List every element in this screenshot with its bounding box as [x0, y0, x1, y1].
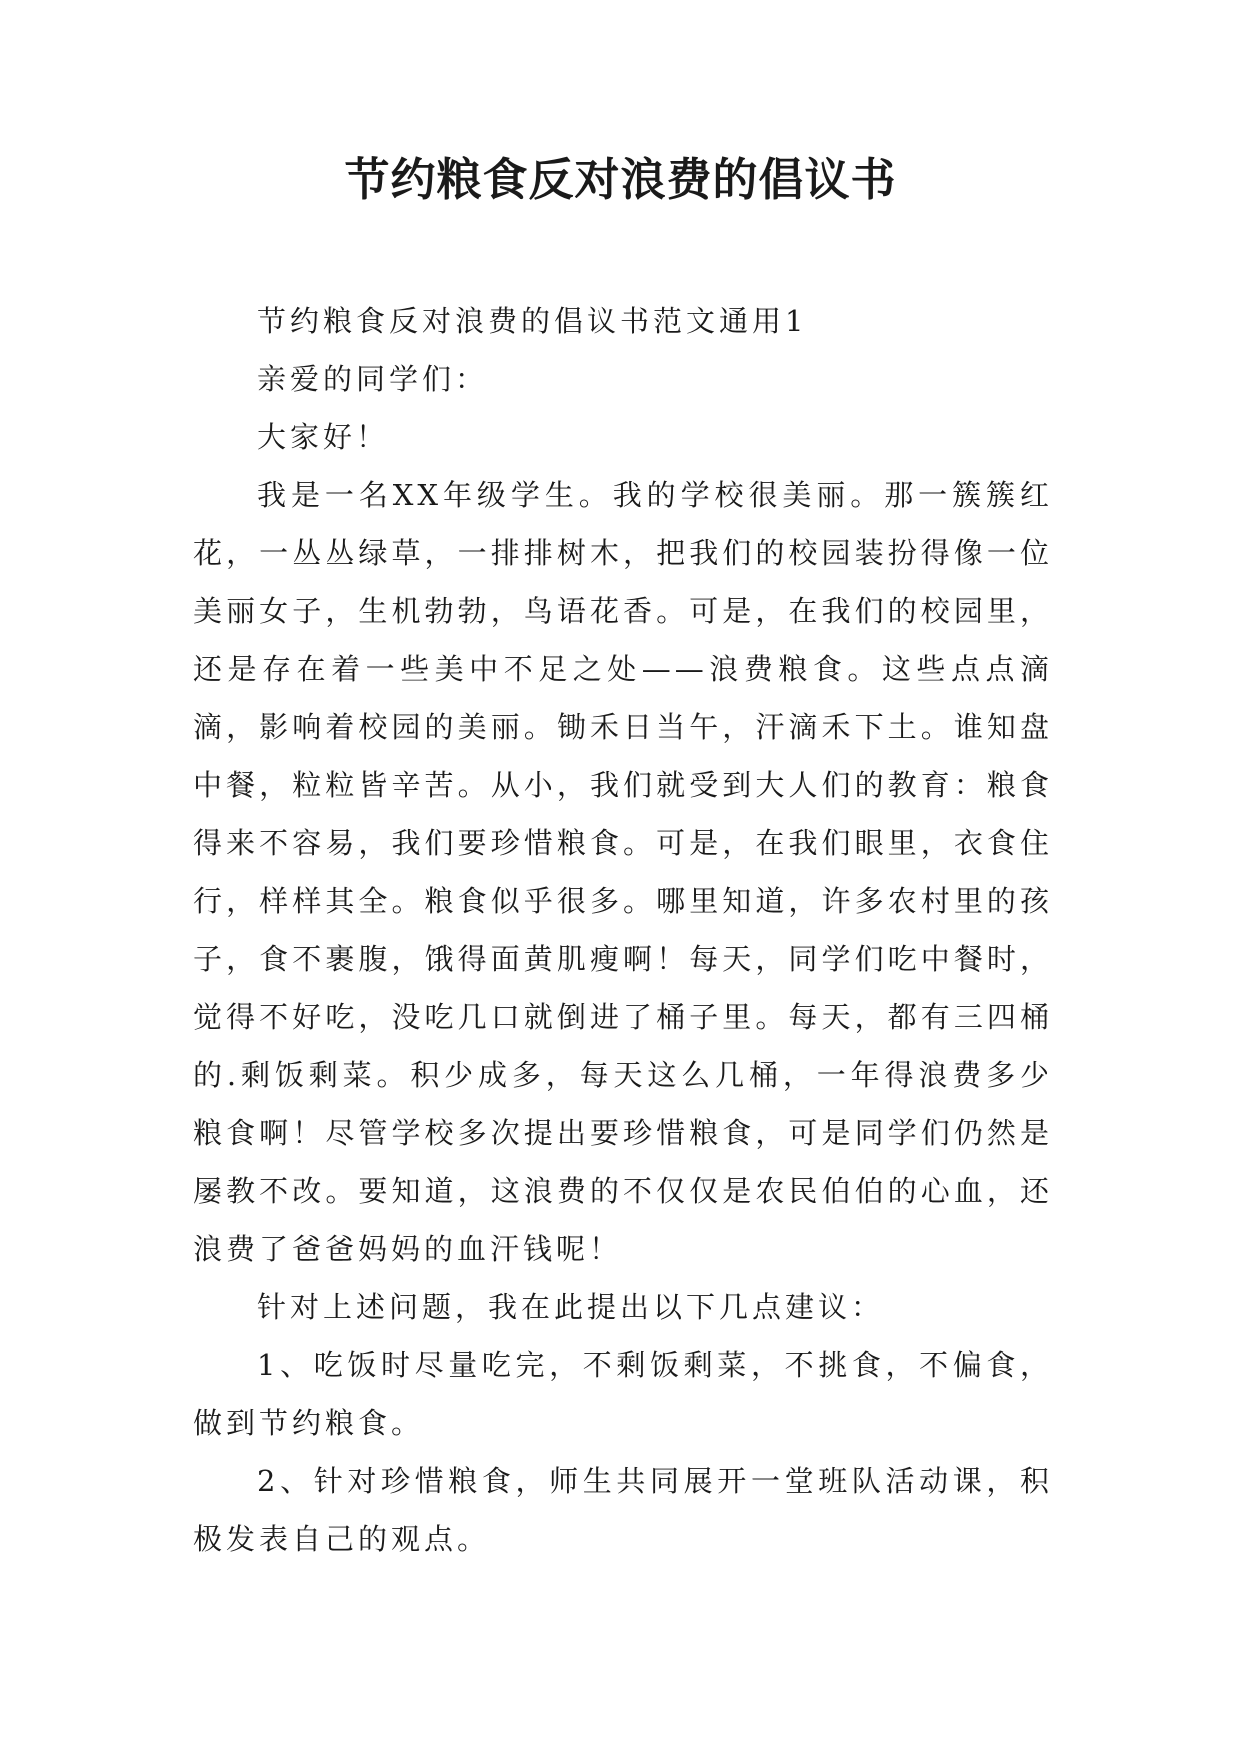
- paragraph-suggestion-1: 1、吃饭时尽量吃完，不剩饭剩菜，不挑食，不偏食，做到节约粮食。: [193, 1348, 1053, 1440]
- paragraph-greeting: 大家好！: [257, 420, 390, 454]
- paragraph-suggestion-2: 2、针对珍惜粮食，师生共同展开一堂班队活动课，积极发表自己的观点。: [193, 1464, 1053, 1556]
- document-title: 节约粮食反对浪费的倡议书: [344, 153, 897, 206]
- paragraph-heading: 节约粮食反对浪费的倡议书范文通用1: [257, 304, 808, 338]
- document-body: [193, 292, 1053, 1568]
- paragraph-suggestions-intro: 针对上述问题，我在此提出以下几点建议：: [257, 1290, 885, 1324]
- paragraph-main: 我是一名XX年级学生。我的学校很美丽。那一簇簇红花，一丛丛绿草，一排排树木，把我们的校园装扮得像一位美丽女子，生机勃勃，鸟语花香。可是，在我们的校园里，还是存在着一些美中不足之处——浪费粮食。这些点点滴滴，影响着校园的美丽。锄禾日当午，汗滴禾下土。谁知盘中餐，粒粒皆辛苦。从小，我们就受到大人们的教育：粮食得来不容易，我们要珍惜粮食。可是，在我们眼里，衣食住行，样样其全。粮食似乎很多。哪里知道，许多农村里的孩子，食不裹腹，饿得面黄肌瘦啊！每天，同学们吃中餐时，觉得不好吃，没吃几口就倒进了桶子里。每天，都有三四桶的.剩饭剩菜。积少成多，每天这么几桶，一年得浪费多少粮食啊！尽管学校多次提出要珍惜粮食，可是同学们仍然是屡教不改。要知道，这浪费的不仅仅是农民伯伯的心血，还浪费了爸爸妈妈的血汗钱呢！: [193, 478, 1053, 1266]
- paragraph-salutation: 亲爱的同学们：: [257, 362, 489, 396]
